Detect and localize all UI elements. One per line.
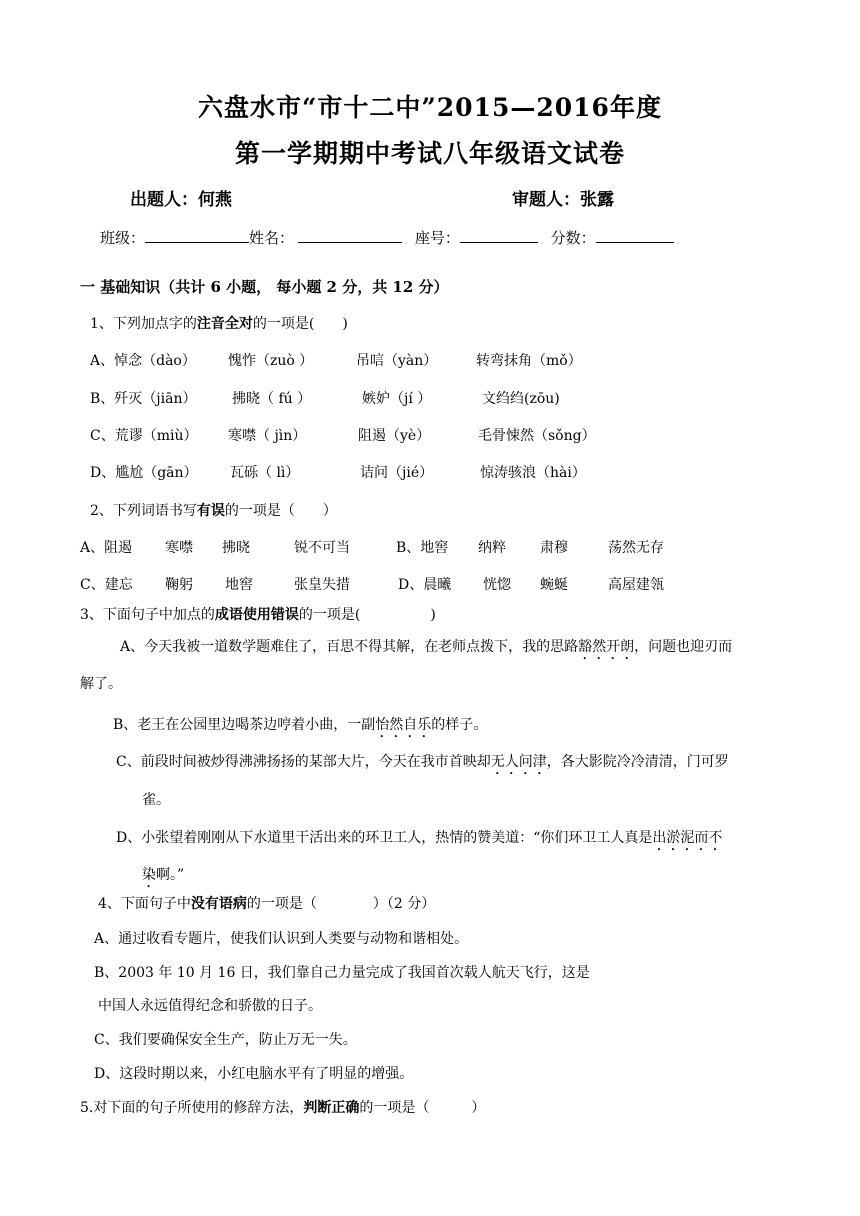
q4-option-b: B、2003 年 10 月 16 日，我们靠自己力量完成了我国首次载人航天飞行，这是 — [94, 965, 590, 981]
q2-r1-w6: 纳粹 — [478, 540, 506, 556]
q1-c-word1: C、荒谬（miù） — [90, 428, 198, 444]
q1-b-word2: 拂晓（ fú ） — [232, 391, 312, 407]
q4-prefix: 4、下面句子中 — [98, 896, 191, 912]
q3-suffix: 的一项是( ) — [298, 607, 436, 623]
q2-suffix: 的一项是（ ） — [224, 503, 337, 519]
q3-a-text: A、今天我被一道数学题难住了，百思不得其解，在老师点拨下，我的思路 — [120, 639, 579, 655]
q3-option-a — [120, 636, 732, 663]
q3-b-idiom: 怡然自乐 — [375, 717, 432, 733]
seat-label: 座号： — [414, 229, 460, 247]
name-blank[interactable] — [298, 228, 402, 243]
q4-option-b-cont: 中国人永远值得纪念和骄傲的日子。 — [98, 998, 322, 1014]
q3-option-c — [116, 751, 729, 778]
q2-r2-w8: 高屋建瓴 — [608, 577, 664, 593]
q3-option-d — [116, 827, 722, 854]
q3-d-idiom-end: 染 — [142, 867, 156, 883]
q2-r2-w5: D、晨曦 — [398, 577, 452, 593]
q3-d-text: D、小张望着刚刚从下水道里干活出来的环卫工人，热情的赞美道：“你们环卫工人真是 — [116, 830, 653, 846]
q1-b-word4: 文绉绉(zōu) — [482, 391, 560, 407]
q3-c-text: C、前段时间被炒得沸沸扬扬的某部大片，今天在我市首映却 — [116, 754, 491, 770]
q2-r1-w8: 荡然无存 — [608, 540, 664, 556]
q3-d-text-end: 啊。” — [156, 867, 185, 883]
class-label: 班级： — [100, 229, 146, 247]
q1-a-word1: A、悼念（dào） — [90, 353, 196, 369]
q2-prefix: 2、下列词语书写 — [90, 503, 197, 519]
q3-option-b — [113, 714, 487, 741]
setter-name: 出题人：何燕 — [130, 190, 232, 210]
q3-option-a-cont: 解了。 — [80, 676, 122, 692]
q4-stem — [98, 893, 435, 913]
q4-suffix: 的一项是（ ）（2 分） — [246, 896, 436, 912]
q3-a-idiom: 豁然开朗 — [578, 639, 635, 655]
exam-title-line2: 第一学期期中考试八年级语文试卷 — [234, 139, 625, 168]
q2-r1-w4: 锐不可当 — [294, 540, 350, 556]
name-label: 姓名： — [249, 229, 295, 247]
q3-b-text-end: 的样子。 — [431, 717, 488, 733]
q2-r2-w6: 恍惚 — [483, 577, 511, 593]
q1-d-word3: 诘问（jié） — [360, 465, 434, 481]
q3-c-idiom: 无人问津 — [490, 754, 547, 770]
q3-c-text-end: ，各大影院冷冷清清，门可罗 — [546, 754, 729, 770]
q1-b-word3: 嫉妒（jí ） — [362, 391, 432, 407]
q2-r1-w2: 寒噤 — [165, 540, 193, 556]
q4-option-c: C、我们要确保安全生产，防止万无一失。 — [94, 1032, 357, 1048]
q1-suffix: 的一项是( ) — [252, 316, 348, 332]
q1-b-word1: B、歼灭（jiān） — [90, 391, 197, 407]
q2-r1-w5: B、地窖 — [396, 540, 449, 556]
student-info-line — [100, 227, 674, 248]
q1-stem — [90, 313, 348, 333]
q3-d-idiom: 出淤泥而不 — [652, 830, 723, 846]
q5-emphasis: 判断正确 — [303, 1100, 360, 1116]
q1-d-word2: 瓦砾（ lì） — [230, 465, 300, 481]
q3-option-d-cont — [142, 864, 184, 891]
q5-stem — [80, 1097, 485, 1117]
q1-a-word2: 愧怍（zuò ） — [228, 353, 314, 369]
q1-prefix: 1、下列加点字的 — [90, 316, 197, 332]
reviewer-name: 审题人：张露 — [512, 190, 614, 210]
q2-r1-w1: A、阻遏 — [80, 540, 133, 556]
q2-r2-w2: 鞠躬 — [165, 577, 193, 593]
q1-c-word4: 毛骨悚然（sǒng） — [478, 428, 596, 444]
q2-stem — [90, 500, 337, 520]
q1-c-word2: 寒噤（ jìn） — [228, 428, 307, 444]
class-blank[interactable] — [145, 228, 249, 243]
q1-d-word1: D、尴尬（gān） — [90, 465, 198, 481]
q2-r2-w4: 张皇失措 — [294, 577, 350, 593]
q4-emphasis: 没有语病 — [190, 896, 247, 912]
seat-blank[interactable] — [460, 228, 538, 243]
q2-r1-w7: 肃穆 — [540, 540, 568, 556]
q2-r2-w1: C、建忘 — [80, 577, 133, 593]
q1-emphasis: 注音全对 — [196, 316, 253, 332]
score-blank[interactable] — [596, 228, 674, 243]
q3-stem — [80, 604, 436, 624]
q4-option-a: A、通过收看专题片，使我们认识到人类要与动物和谐相处。 — [94, 931, 469, 947]
q1-a-word4: 转弯抹角（mǒ） — [476, 353, 582, 369]
q2-emphasis: 有误 — [196, 503, 225, 519]
q2-r2-w7: 蜿蜒 — [540, 577, 568, 593]
q5-prefix: 5.对下面的句子所使用的修辞方法， — [80, 1100, 304, 1116]
q3-a-text-end: ，问题也迎刃而 — [634, 639, 733, 655]
q2-r2-w3: 地窖 — [225, 577, 253, 593]
q1-c-word3: 阻遏（yè） — [358, 428, 431, 444]
exam-title-line1: 六盘水市“市十二中”2015—2016年度 — [198, 93, 662, 122]
q3-emphasis: 成语使用错误 — [214, 607, 299, 623]
q3-prefix: 3、下面句子中加点的 — [80, 607, 215, 623]
q2-r1-w3: 拂晓 — [222, 540, 250, 556]
q5-suffix: 的一项是（ ） — [359, 1100, 486, 1116]
section1-heading: 一 基础知识（共计 6 小题， 每小题 2 分，共 12 分） — [80, 278, 449, 296]
q4-option-d: D、这段时期以来，小红电脑水平有了明显的增强。 — [94, 1066, 414, 1082]
score-label: 分数： — [550, 229, 596, 247]
q3-b-text: B、老王在公园里边喝茶边哼着小曲，一副 — [113, 717, 376, 733]
q1-d-word4: 惊涛骇浪（hài） — [480, 465, 586, 481]
q1-a-word3: 吊唁（yàn） — [356, 353, 438, 369]
q3-option-c-cont: 雀。 — [142, 792, 170, 808]
